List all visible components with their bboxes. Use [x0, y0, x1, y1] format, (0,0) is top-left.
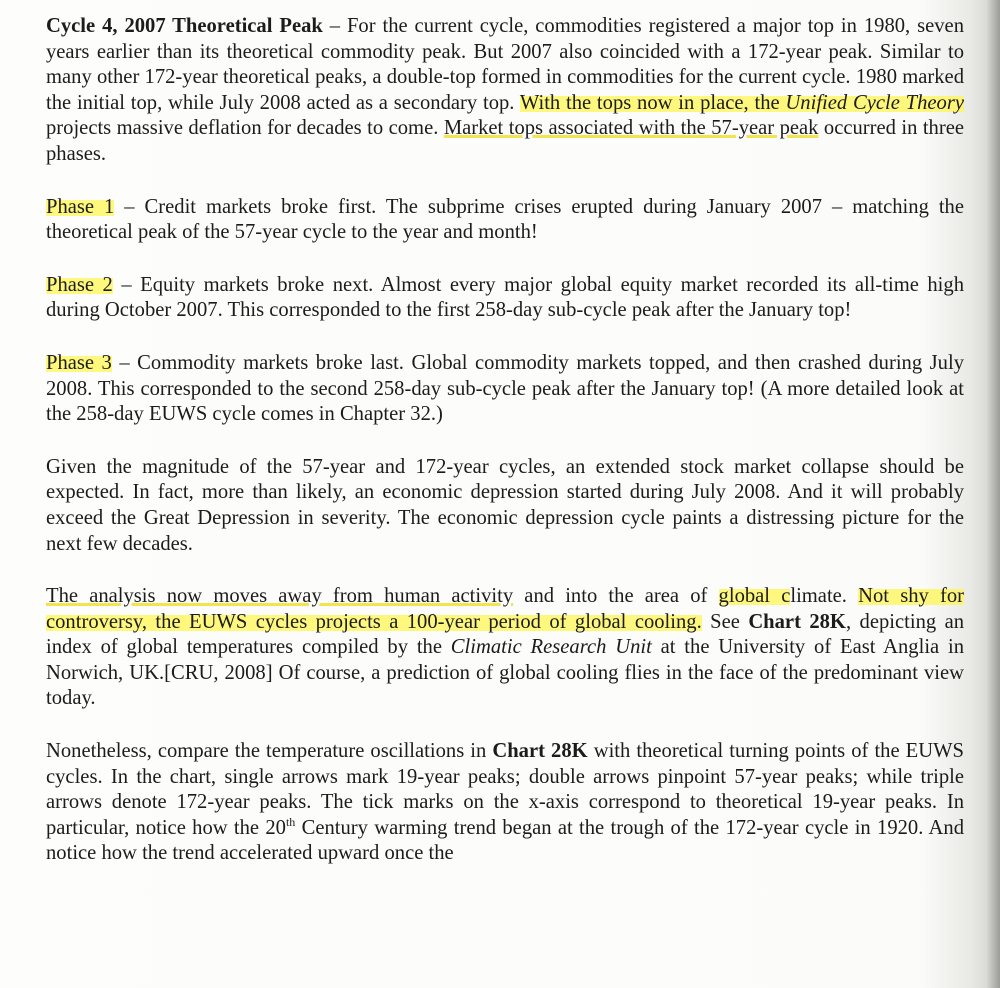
phase-label: Phase 3 — [46, 351, 112, 374]
highlight-underline: Market tops associated with the 57-year peak — [443, 117, 819, 140]
chart-reference: Chart 28K — [748, 610, 846, 633]
page-binding-shadow — [986, 0, 1000, 988]
highlight-underline: The analysis now moves away from human activity — [46, 585, 514, 608]
paragraph-phase-2: Phase 2 – Equity markets broke next. Almost every major global equity market recorded its all-time high during October 2007. This corresponded to the first 258-day sub-cycle peak after the January top! — [46, 273, 964, 322]
paragraph-phase-1: Phase 1 – Credit markets broke first. The subprime crises erupted during January 2007 – matching the theoretical peak of the 57-year cycle to the year and month! — [46, 195, 964, 244]
organization-name: Climatic Research Unit — [450, 636, 652, 659]
highlight: global c — [718, 585, 791, 608]
highlight: With the tops now in place, the Unified Cycle Theory — [519, 91, 964, 114]
section-heading: Cycle 4, 2007 Theoretical Peak — [46, 15, 323, 37]
paragraph-cycle-4: Cycle 4, 2007 Theoretical Peak – For the current cycle, commodities registered a major top in 1980, seven years earlier than its theoretical commodity peak. But 2007 also coincided with a 172-year peak. Similar to many other 172-year theoretical peaks, a double-top formed in commodities for the current cycle. 1980 marked the initial top, while July 2008 acted as a secondary top. With the tops now in place, the Unified Cycle Theory projects massive deflation for decades to come. Market tops associated with the 57-year peak occurred in three phases. — [46, 15, 964, 165]
paragraph-climate: The analysis now moves away from human activity and into the area of global climate. Not shy for controversy, the EUWS cycles projects a 100-year period of global cooling. See Chart 28K, depicting an index of global temperatures compiled by the Climatic Research Unit at the University of East Anglia in Norwich, UK.[CRU, 2008] Of course, a prediction of global cooling flies in the face of the predominant view today. — [46, 585, 965, 710]
body-text — [46, 14, 964, 894]
paragraph-nonetheless: Nonetheless, compare the temperature oscillations in Chart 28K with theoretical turning points of the EUWS cycles. In the chart, single arrows mark 19-year peaks; double arrows pinpoint 57-year peaks; while triple arrows denote 172-year peaks. The tick marks on the x-axis correspond to theoretical 19-year peaks. In particular, notice how the 20th Century warming trend began at the trough of the 172-year cycle in 1920. And notice how the trend accelerated upward once the — [46, 740, 965, 865]
superscript: th — [285, 814, 296, 829]
paragraph-depression: Given the magnitude of the 57-year and 172-year cycles, an extended stock market collapse should be expected. In fact, more than likely, an economic depression started during July 2008. And it will probably exceed the Great Depression in severity. The economic depression cycle paints a distressing picture for the next few decades. — [46, 455, 964, 555]
phase-label: Phase 2 — [46, 273, 113, 296]
chart-reference: Chart 28K — [492, 740, 588, 763]
paragraph-phase-3: Phase 3 – Commodity markets broke last. Global commodity markets topped, and then crashed during July 2008. This corresponded to the second 258-day sub-cycle peak after the January top! (A more detailed look at the 258-day EUWS cycle comes in Chapter 32.) — [46, 351, 964, 426]
phase-label: Phase 1 — [46, 195, 115, 218]
highlight: Not shy for controversy, the EUWS cycles projects a 100-year period of global cooling. — [46, 585, 965, 633]
